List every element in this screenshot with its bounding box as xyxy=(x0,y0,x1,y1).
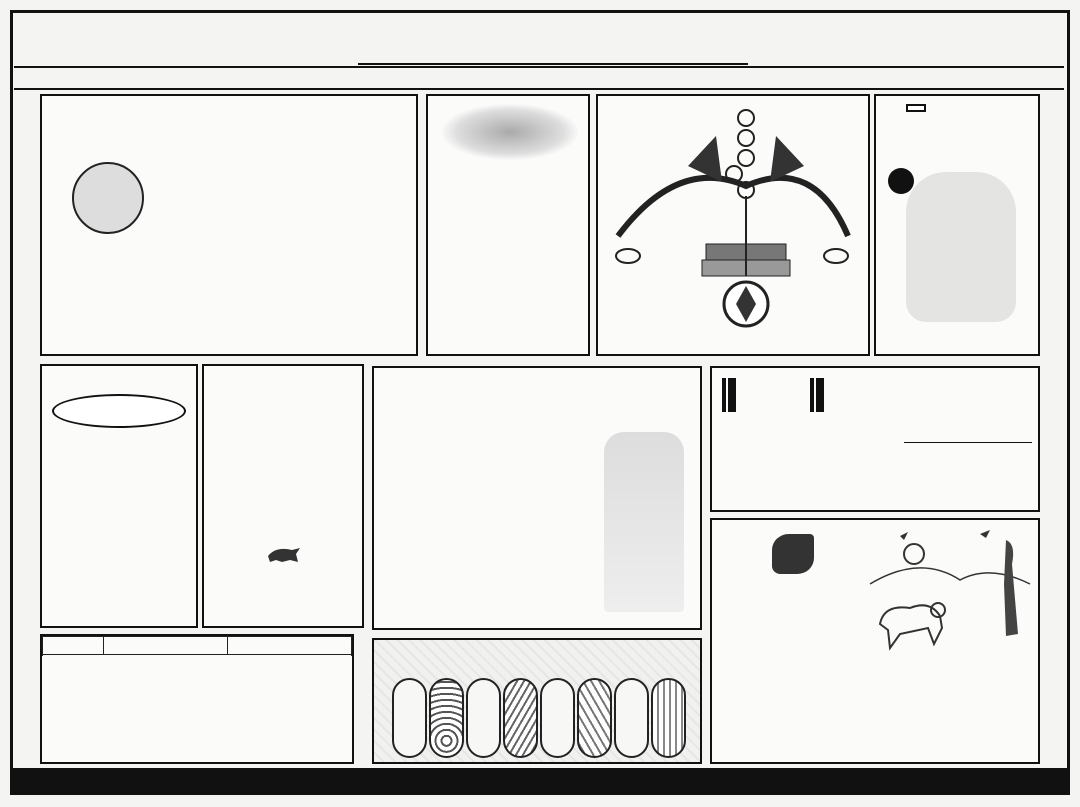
mark-six-strip-right xyxy=(1042,92,1066,764)
special-box xyxy=(40,364,198,628)
results-col-color xyxy=(228,637,352,655)
special-title xyxy=(52,394,186,428)
spirit-box xyxy=(372,366,702,630)
solve-hand-figure xyxy=(772,534,814,574)
spirit-figure xyxy=(604,432,684,612)
results-box xyxy=(40,634,354,764)
search-chart-figure xyxy=(906,172,1016,322)
search-chart-dark-spot xyxy=(888,168,914,194)
results-col-results xyxy=(104,637,228,655)
tiger-icon xyxy=(266,544,302,564)
pill-ball xyxy=(466,678,501,758)
pill-ball xyxy=(651,678,686,758)
logo-seal xyxy=(72,162,144,234)
results-table xyxy=(42,636,352,655)
special-open-label xyxy=(816,378,824,412)
solve-box xyxy=(710,518,1040,764)
header-bar xyxy=(13,13,1067,63)
open-tag-special xyxy=(810,378,824,412)
open-divider xyxy=(904,442,1032,443)
solve-scene-illustration xyxy=(860,524,1036,674)
pill-ball xyxy=(503,678,538,758)
logo-box xyxy=(40,94,418,356)
footer-statement xyxy=(13,768,1067,794)
liuhe-burst xyxy=(442,104,578,160)
total-open-label xyxy=(728,378,736,412)
pill-ball xyxy=(577,678,612,758)
results-col-period xyxy=(43,637,104,655)
open-tag xyxy=(810,378,814,412)
search-chart-box xyxy=(874,94,1040,356)
mark-six-strip-left xyxy=(14,92,38,764)
open-tag-total xyxy=(722,378,736,412)
pill-ball xyxy=(429,678,464,758)
open-tag xyxy=(722,378,726,412)
mark-six-strip-top xyxy=(14,66,1064,90)
bow-illustration xyxy=(598,96,868,354)
pill-ball xyxy=(392,678,427,758)
title-underline xyxy=(358,63,748,65)
search-chart-title xyxy=(906,104,926,112)
open-box xyxy=(710,366,1040,512)
pill-ball xyxy=(614,678,649,758)
pill-ball xyxy=(540,678,575,758)
spirit-text-columns xyxy=(444,434,584,624)
liuhe-box xyxy=(426,94,590,356)
bow-illustration-box xyxy=(596,94,870,356)
poem-box xyxy=(202,364,364,628)
